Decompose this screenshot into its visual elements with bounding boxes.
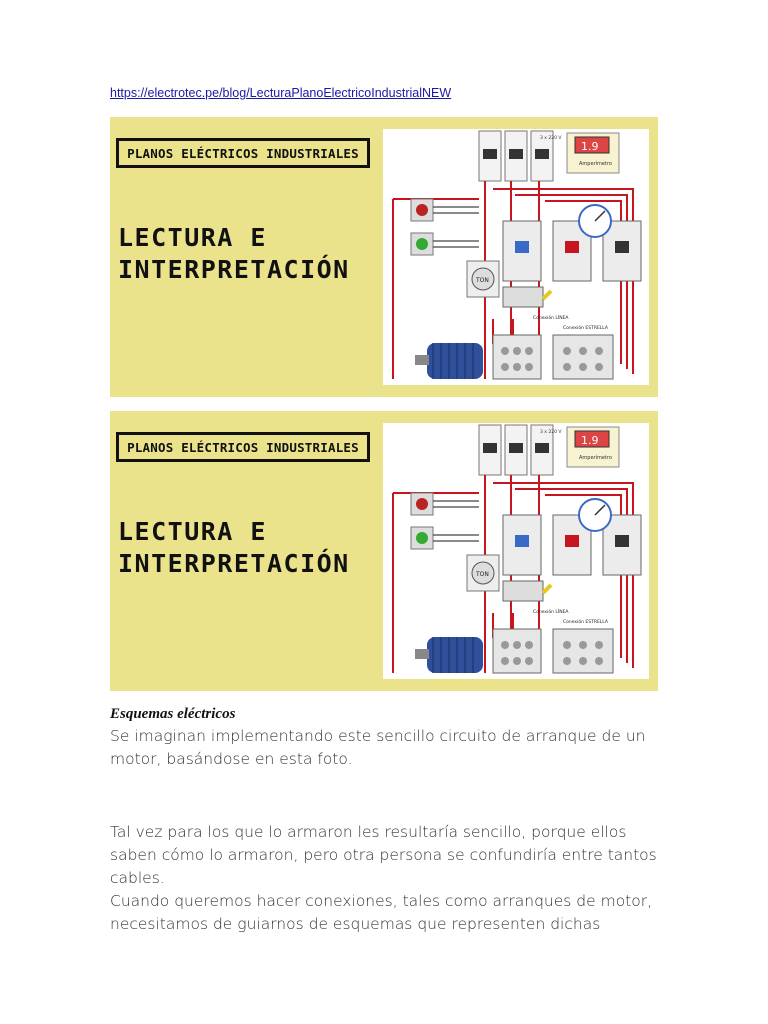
ammeter-icon <box>567 427 619 467</box>
svg-text:Amperímetro: Amperímetro <box>579 161 612 167</box>
svg-text:TON: TON <box>476 571 489 578</box>
paragraph-2: Tal vez para los que lo armaron les resultaría sencillo, porque ellos saben cómo lo armaron, pero otra persona se confundiría entre tantos cables. <box>110 823 657 887</box>
svg-text:Conexión ESTRELLA: Conexión ESTRELLA <box>563 326 608 331</box>
timer-relay-icon <box>467 261 499 297</box>
svg-text:TON: TON <box>476 277 489 284</box>
svg-text:3 x 220 V: 3 x 220 V <box>540 430 562 435</box>
contactor-icon <box>503 221 641 281</box>
banner-tag: PLANOS ELÉCTRICOS INDUSTRIALES <box>116 432 370 462</box>
svg-text:3 x 220 V: 3 x 220 V <box>540 136 562 141</box>
svg-text:Amperímetro: Amperímetro <box>579 455 612 461</box>
banner-title-line2: INTERPRETACIÓN <box>118 255 350 284</box>
wiring-diagram-illustration <box>383 129 649 385</box>
banner-image-2 <box>110 411 658 691</box>
pushbutton-icon <box>411 199 479 255</box>
svg-text:1.9: 1.9 <box>581 140 599 153</box>
motor-icon <box>415 343 483 379</box>
wiring-diagram-illustration <box>383 423 649 679</box>
wiring-photo <box>383 129 649 385</box>
banner-title-line1: LECTURA E <box>118 517 267 546</box>
timer-relay-icon <box>467 555 499 591</box>
section-heading: Esquemas eléctricos <box>110 706 236 722</box>
svg-text:Conexión LÍNEA: Conexión LÍNEA <box>533 316 569 321</box>
terminal-box-icon <box>493 629 613 673</box>
svg-text:Conexión LÍNEA: Conexión LÍNEA <box>533 610 569 615</box>
banner-tag: PLANOS ELÉCTRICOS INDUSTRIALES <box>116 138 370 168</box>
paragraph-1: Se imaginan implementando este sencillo circuito de arranque de un motor, basándose en esta foto. <box>110 727 646 768</box>
timer-dial-icon <box>579 205 611 237</box>
paragraph-3: Cuando queremos hacer conexiones, tales como arranques de motor, necesitamos de guiarnos de esquemas que representen dichas <box>110 892 653 933</box>
svg-text:1.9: 1.9 <box>581 434 599 447</box>
banner-image-1 <box>110 117 658 397</box>
svg-text:Conexión ESTRELLA: Conexión ESTRELLA <box>563 620 608 625</box>
ammeter-icon <box>567 133 619 173</box>
contactor-icon <box>503 515 641 575</box>
banner-title-line2: INTERPRETACIÓN <box>118 549 350 578</box>
wiring-photo <box>383 423 649 679</box>
terminal-box-icon <box>493 335 613 379</box>
motor-icon <box>415 637 483 673</box>
banner-title-line1: LECTURA E <box>118 223 267 252</box>
source-link[interactable]: https://electrotec.pe/blog/LecturaPlanoElectricoIndustrialNEW <box>110 86 452 100</box>
timer-dial-icon <box>579 499 611 531</box>
pushbutton-icon <box>411 493 479 549</box>
